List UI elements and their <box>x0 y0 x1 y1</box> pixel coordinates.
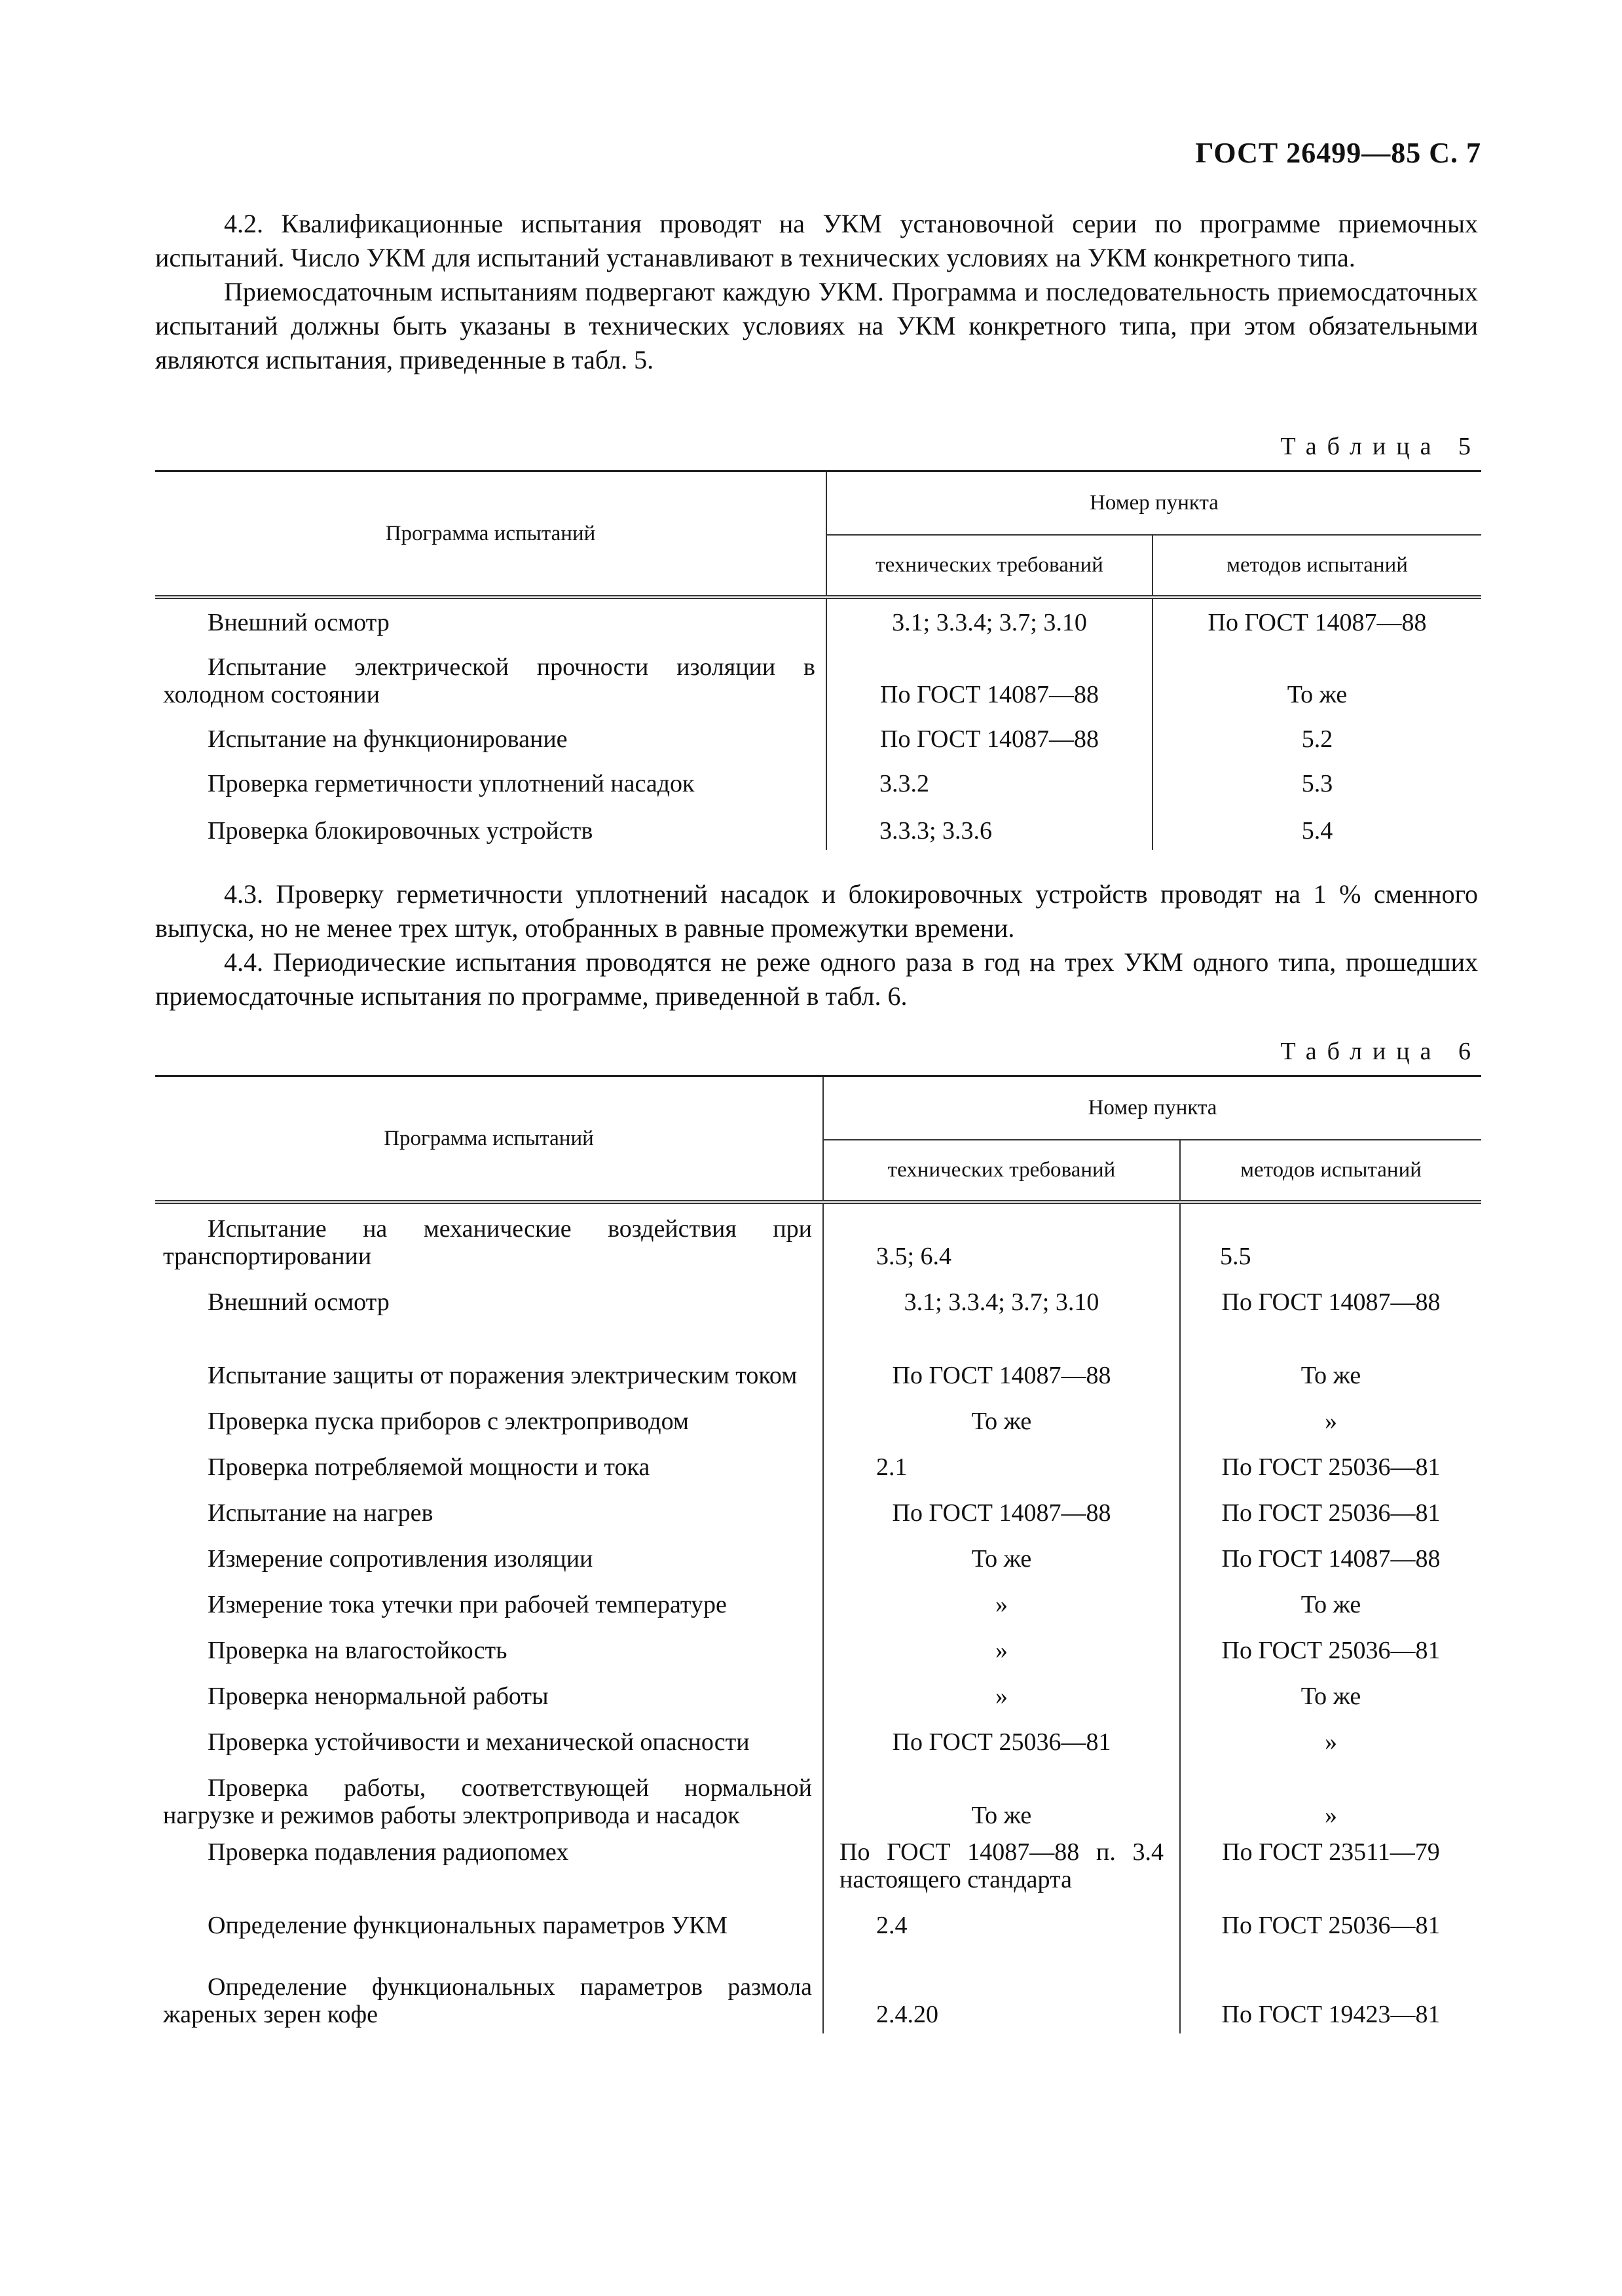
table5-methods: По ГОСТ 14087—88 <box>1152 597 1481 642</box>
table6-methods: По ГОСТ 14087—88 <box>1180 1275 1481 1321</box>
table6-methods: » <box>1180 1394 1481 1440</box>
table-row <box>155 1761 1481 1834</box>
table6-program: Проверка пуска приборов с электроприводом <box>208 1408 689 1435</box>
table5-program: Проверка блокировочных устройств <box>208 817 593 845</box>
table-row <box>155 1394 1481 1440</box>
table-row <box>155 1321 1481 1394</box>
table-row <box>155 1834 1481 1908</box>
table6-tech: По ГОСТ 14087—88 <box>823 1321 1180 1394</box>
table5-header-tech: технических требований <box>826 535 1152 597</box>
table5-header-group: Номер пункта <box>826 471 1481 536</box>
table6-program: Испытание на механические воздействия при транспортировании <box>163 1215 812 1270</box>
table6-program: Измерение тока утечки при рабочей температуре <box>208 1591 727 1618</box>
table-row <box>155 597 1481 642</box>
table6-program: Проверка ненормальной работы <box>208 1683 549 1710</box>
paragraphs-mid <box>155 877 1478 1013</box>
table6-methods: По ГОСТ 23511—79 <box>1180 1834 1481 1908</box>
table6-header-tech: технических требований <box>823 1140 1180 1202</box>
paragraph-4-4: 4.4. Периодические испытания проводятся не реже одного раза в год на трех УКМ одного типа, прошедших приемосдаточные испытания по программе, приведенной в табл. 6. <box>155 947 1478 1011</box>
table-row <box>155 1532 1481 1578</box>
table-row <box>155 1715 1481 1761</box>
table6-tech: По ГОСТ 14087—88 <box>823 1486 1180 1532</box>
table-row <box>155 803 1481 850</box>
table5-tech: 3.3.3; 3.3.6 <box>826 803 1152 850</box>
table-row <box>155 1955 1481 2033</box>
table5-tech: 3.3.2 <box>826 758 1152 803</box>
table5-title: Таблица 5 <box>1280 433 1481 460</box>
table-row <box>155 1275 1481 1321</box>
table6-tech: То же <box>823 1761 1180 1834</box>
table6-tech: По ГОСТ 14087—88 п. 3.4 настоящего стандарта <box>823 1834 1180 1908</box>
paragraph-4-3: 4.3. Проверку герметичности уплотнений насадок и блокировочных устройств проводят на 1 % сменного выпуска, но не менее трех штук, отобранных в равные промежутки времени. <box>155 879 1478 943</box>
table6-methods: По ГОСТ 25036—81 <box>1180 1908 1481 1955</box>
table5-header-program: Программа испытаний <box>155 471 826 598</box>
table6-tech: » <box>823 1624 1180 1669</box>
table-row <box>155 1440 1481 1486</box>
table6-header-methods: методов испытаний <box>1180 1140 1481 1202</box>
table-row <box>155 1669 1481 1715</box>
table6-methods: По ГОСТ 25036—81 <box>1180 1624 1481 1669</box>
table6-title: Таблица 6 <box>1280 1038 1481 1065</box>
table5-tech: По ГОСТ 14087—88 <box>826 714 1152 758</box>
table6-methods: 5.5 <box>1180 1202 1481 1275</box>
table-row <box>155 758 1481 803</box>
table-row <box>155 642 1481 714</box>
table5-program: Внешний осмотр <box>208 609 390 636</box>
table6-program: Испытание защиты от поражения электрическим током <box>208 1362 798 1389</box>
table6-tech: 3.1; 3.3.4; 3.7; 3.10 <box>823 1275 1180 1321</box>
table6-program: Проверка подавления радиопомех <box>208 1838 569 1866</box>
table5-methods: 5.2 <box>1152 714 1481 758</box>
table6-tech: То же <box>823 1532 1180 1578</box>
table5-methods: 5.4 <box>1152 803 1481 850</box>
table5-tech: По ГОСТ 14087—88 <box>826 642 1152 714</box>
table-row <box>155 1202 1481 1275</box>
table5-methods: 5.3 <box>1152 758 1481 803</box>
table6-program: Проверка устойчивости и механической опасности <box>208 1728 750 1756</box>
table6-program: Испытание на нагрев <box>208 1499 433 1527</box>
table5-methods: То же <box>1152 642 1481 714</box>
table-row <box>155 714 1481 758</box>
table6-tech: 2.1 <box>823 1440 1180 1486</box>
table-row <box>155 1908 1481 1955</box>
table6-methods: По ГОСТ 25036—81 <box>1180 1486 1481 1532</box>
table6-tech: » <box>823 1578 1180 1624</box>
table6-header-group: Номер пункта <box>823 1076 1481 1140</box>
table6-tech: По ГОСТ 25036—81 <box>823 1715 1180 1761</box>
table5-header-methods: методов испытаний <box>1152 535 1481 597</box>
paragraph-4-2: 4.2. Квалификационные испытания проводят на УКМ установочной серии по программе приемочных испытаний. Число УКМ для испытаний устанавливают в технических условиях на УКМ конкретного типа. <box>155 209 1478 272</box>
table6-tech: 2.4 <box>823 1908 1180 1955</box>
table6-methods: То же <box>1180 1578 1481 1624</box>
table6-tech: » <box>823 1669 1180 1715</box>
table-row <box>155 1486 1481 1532</box>
table6-program: Определение функциональных параметров размола жареных зерен кофе <box>163 1973 812 2028</box>
table6-program: Проверка потребляемой мощности и тока <box>208 1453 650 1481</box>
table5-program: Испытание на функционирование <box>208 725 568 753</box>
table6-methods: То же <box>1180 1321 1481 1394</box>
table5-tech: 3.1; 3.3.4; 3.7; 3.10 <box>826 597 1152 642</box>
table6-program: Определение функциональных параметров УКМ <box>208 1912 728 1939</box>
table6-program: Внешний осмотр <box>208 1288 390 1316</box>
table-row <box>155 1624 1481 1669</box>
table-5 <box>155 470 1481 850</box>
page-header: ГОСТ 26499—85 С. 7 <box>1195 137 1481 169</box>
table6-methods: » <box>1180 1715 1481 1761</box>
table5-program: Испытание электрической прочности изоляции в холодном состоянии <box>163 653 815 708</box>
table6-tech: 2.4.20 <box>823 1955 1180 2033</box>
table6-methods: По ГОСТ 14087—88 <box>1180 1532 1481 1578</box>
paragraphs-top <box>155 207 1478 377</box>
table6-program: Проверка на влагостойкость <box>208 1637 507 1664</box>
table6-header-program: Программа испытаний <box>155 1076 823 1203</box>
table6-program: Проверка работы, соответствующей нормальной нагрузке и режимов работы электропривода и насадок <box>163 1774 812 1829</box>
table6-program: Измерение сопротивления изоляции <box>208 1545 593 1573</box>
table-row <box>155 1578 1481 1624</box>
table6-tech: 3.5; 6.4 <box>823 1202 1180 1275</box>
paragraph-acceptance: Приемосдаточным испытаниям подвергают каждую УКМ. Программа и последовательность приемосдаточных испытаний должны быть указаны в технических условиях на УКМ конкретного типа, при этом обязательными являются испытания, приведенные в табл. 5. <box>155 277 1478 374</box>
table-6 <box>155 1075 1481 2033</box>
table5-program: Проверка герметичности уплотнений насадок <box>208 770 695 797</box>
table6-methods: По ГОСТ 25036—81 <box>1180 1440 1481 1486</box>
table6-tech: То же <box>823 1394 1180 1440</box>
table6-methods: То же <box>1180 1669 1481 1715</box>
table6-methods: » <box>1180 1761 1481 1834</box>
table6-methods: По ГОСТ 19423—81 <box>1180 1955 1481 2033</box>
